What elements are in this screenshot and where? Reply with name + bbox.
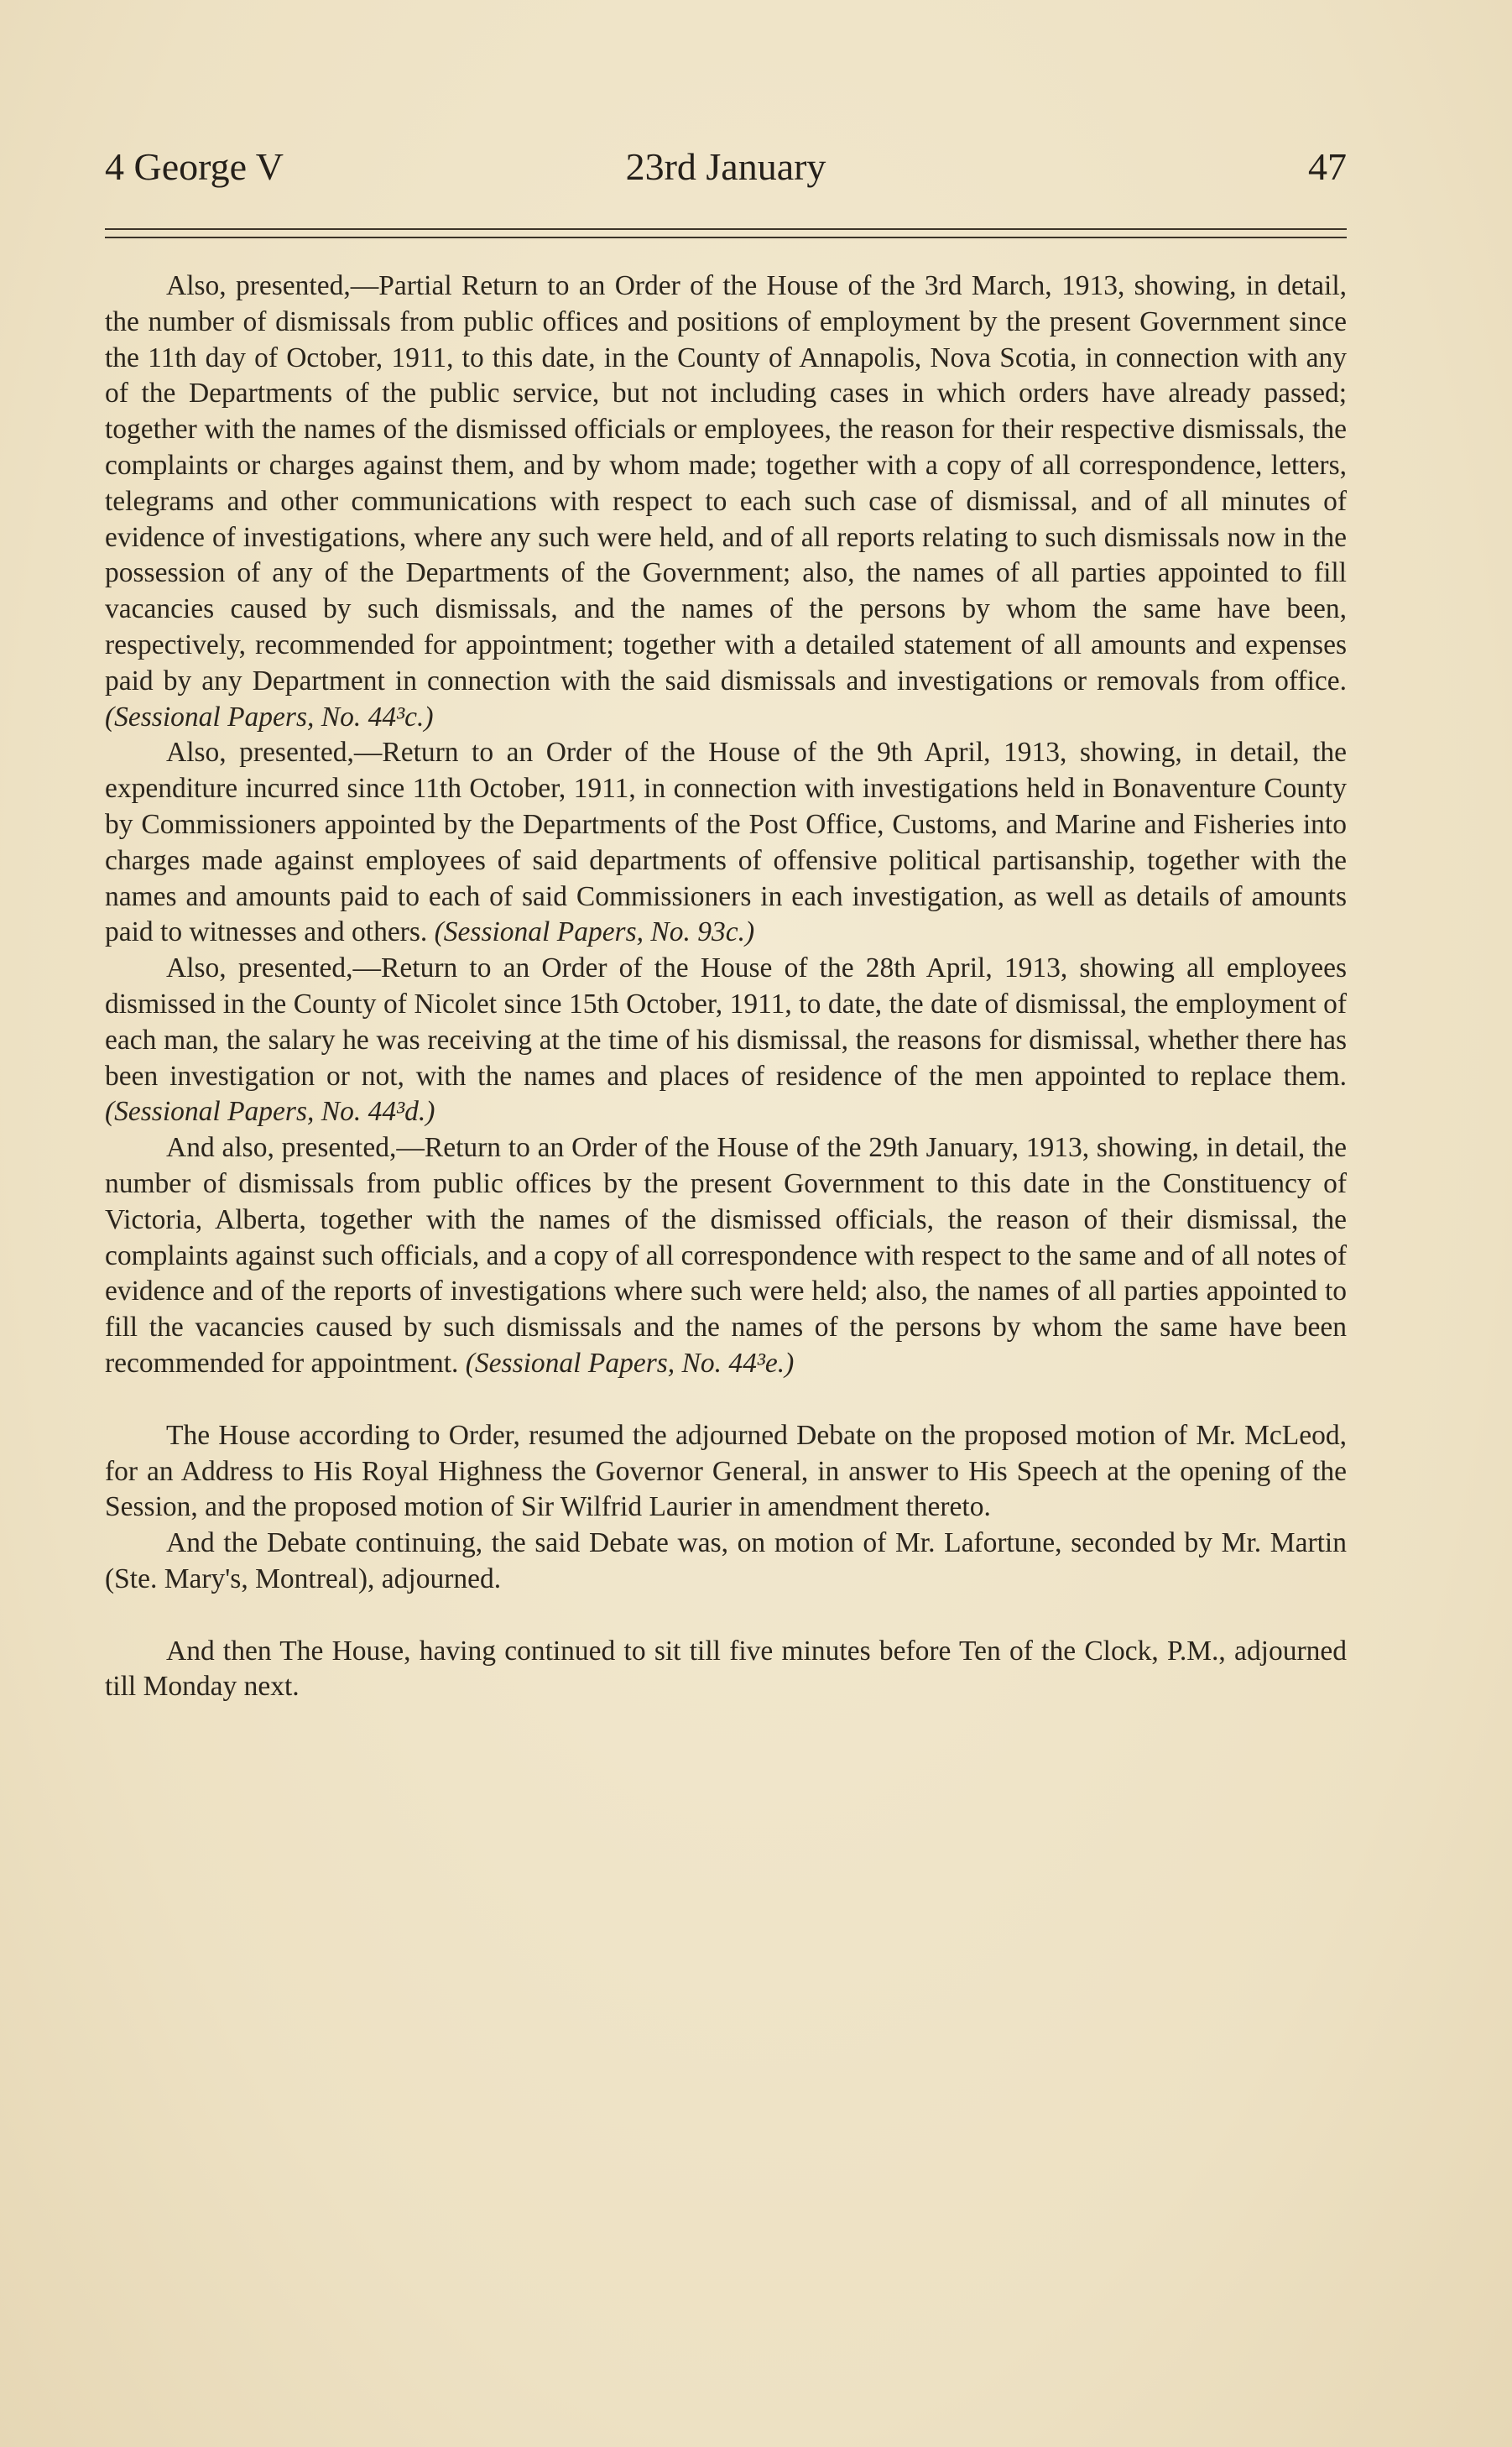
document-body [105,269,1347,1705]
paragraph-text: Also, presented,—Partial Return to an Order of the House of the 3rd March, 1913, showing, in detail, the number of dismissals from public offices and positions of employment by the present Government since the 11th day of October, 1911, to this date, in the County of Annapolis, Nova Scotia, in connection with any of the Departments of the public service, but not including cases in which orders have already passed; together with the names of the dismissed officials or employees, the reason for their respective dismissals, the complaints or charges against them, and by whom made; together with a copy of all correspondence, letters, telegrams and other communications with respect to each such case of dismissal, and of all minutes of evidence of investigations, where any such were held, and of all reports relating to such dismissals now in the possession of any of the Departments of the Government; also, the names of all parties appointed to fill vacancies caused by such dismissals, and the names of the persons by whom the same have been, respectively, recommended for appointment; together with a detailed statement of all amounts and expenses paid by any Department in connection with the said dismissals and investigations or removals from office. [105,270,1347,697]
page-header [105,144,1347,203]
paragraph-house-adjourned [105,1634,1347,1706]
paragraph-return-victoria [105,1130,1347,1382]
sessional-paper-citation: (Sessional Papers, No. 44³c.) [105,701,434,733]
sessional-paper-citation: (Sessional Papers, No. 44³d.) [105,1096,435,1128]
paragraph-return-bonaventure [105,735,1347,951]
paragraph-return-nicolet [105,951,1347,1130]
paragraph-text: And also, presented,—Return to an Order of the House of the 29th January, 1913, showing, in detail, the number of dismissals from public offices by the present Government to this date in the Constituency of Victoria, Alberta, together with the names of the dismissed officials, the reason of their dismissal, the complaints against such officials, and a copy of all correspondence with respect to the same and of all notes of evidence and of the reports of investigations where such were held; also, the names of all parties appointed to fill the vacancies caused by such dismissals and the names of the persons by whom the same have been recommended for appointment. [105,1132,1347,1379]
header-rule-top [105,228,1347,230]
paragraph-text: And then The House, having continued to sit till five minutes before Ten of the Clock, P.M., adjourned till Monday next. [105,1635,1347,1703]
paragraph-text: Also, presented,—Return to an Order of the House of the 28th April, 1913, showing all employees dismissed in the County of Nicolet since 15th October, 1911, to date, the date of dismissal, the employment of each man, the salary he was receiving at the time of his dismissal, the reasons for dismissal, whether there has been investigation or not, with the names and places of residence of the men appointed to replace them. [105,952,1347,1092]
header-date: 23rd January [625,145,826,188]
paragraph-text: Also, presented,—Return to an Order of the House of the 9th April, 1913, showing, in detail, the expenditure incurred since 11th October, 1911, in connection with investigations held in Bonaventure County by Commissioners appointed by the Departments of the Post Office, Customs, and Marine and Fisheries into charges made against employees of said departments of offensive political partisanship, together with the names and amounts paid to each of said Commissioners in each investigation, as well as details of amounts paid to witnesses and others. [105,737,1347,948]
paragraph-text: The House according to Order, resumed the adjourned Debate on the proposed motion of Mr. McLeod, for an Address to His Royal Highness the Governor General, in answer to His Speech at the opening of the Session, and the proposed motion of Sir Wilfrid Laurier in amendment thereto. [105,1419,1347,1523]
paragraph-debate-resumed [105,1418,1347,1526]
sessional-paper-citation: (Sessional Papers, No. 44³e.) [465,1347,795,1379]
page-number: 47 [1308,145,1347,188]
header-rule-bottom [105,237,1347,238]
paragraph-debate-adjourned [105,1526,1347,1598]
paragraph-text: And the Debate continuing, the said Debate was, on motion of Mr. Lafortune, seconded by Mr. Martin (Ste. Mary's, Montreal), adjourned. [105,1527,1347,1594]
paragraph-return-annapolis [105,269,1347,735]
header-regnal-year: 4 George V [105,145,284,188]
sessional-paper-citation: (Sessional Papers, No. 93c.) [434,916,755,948]
